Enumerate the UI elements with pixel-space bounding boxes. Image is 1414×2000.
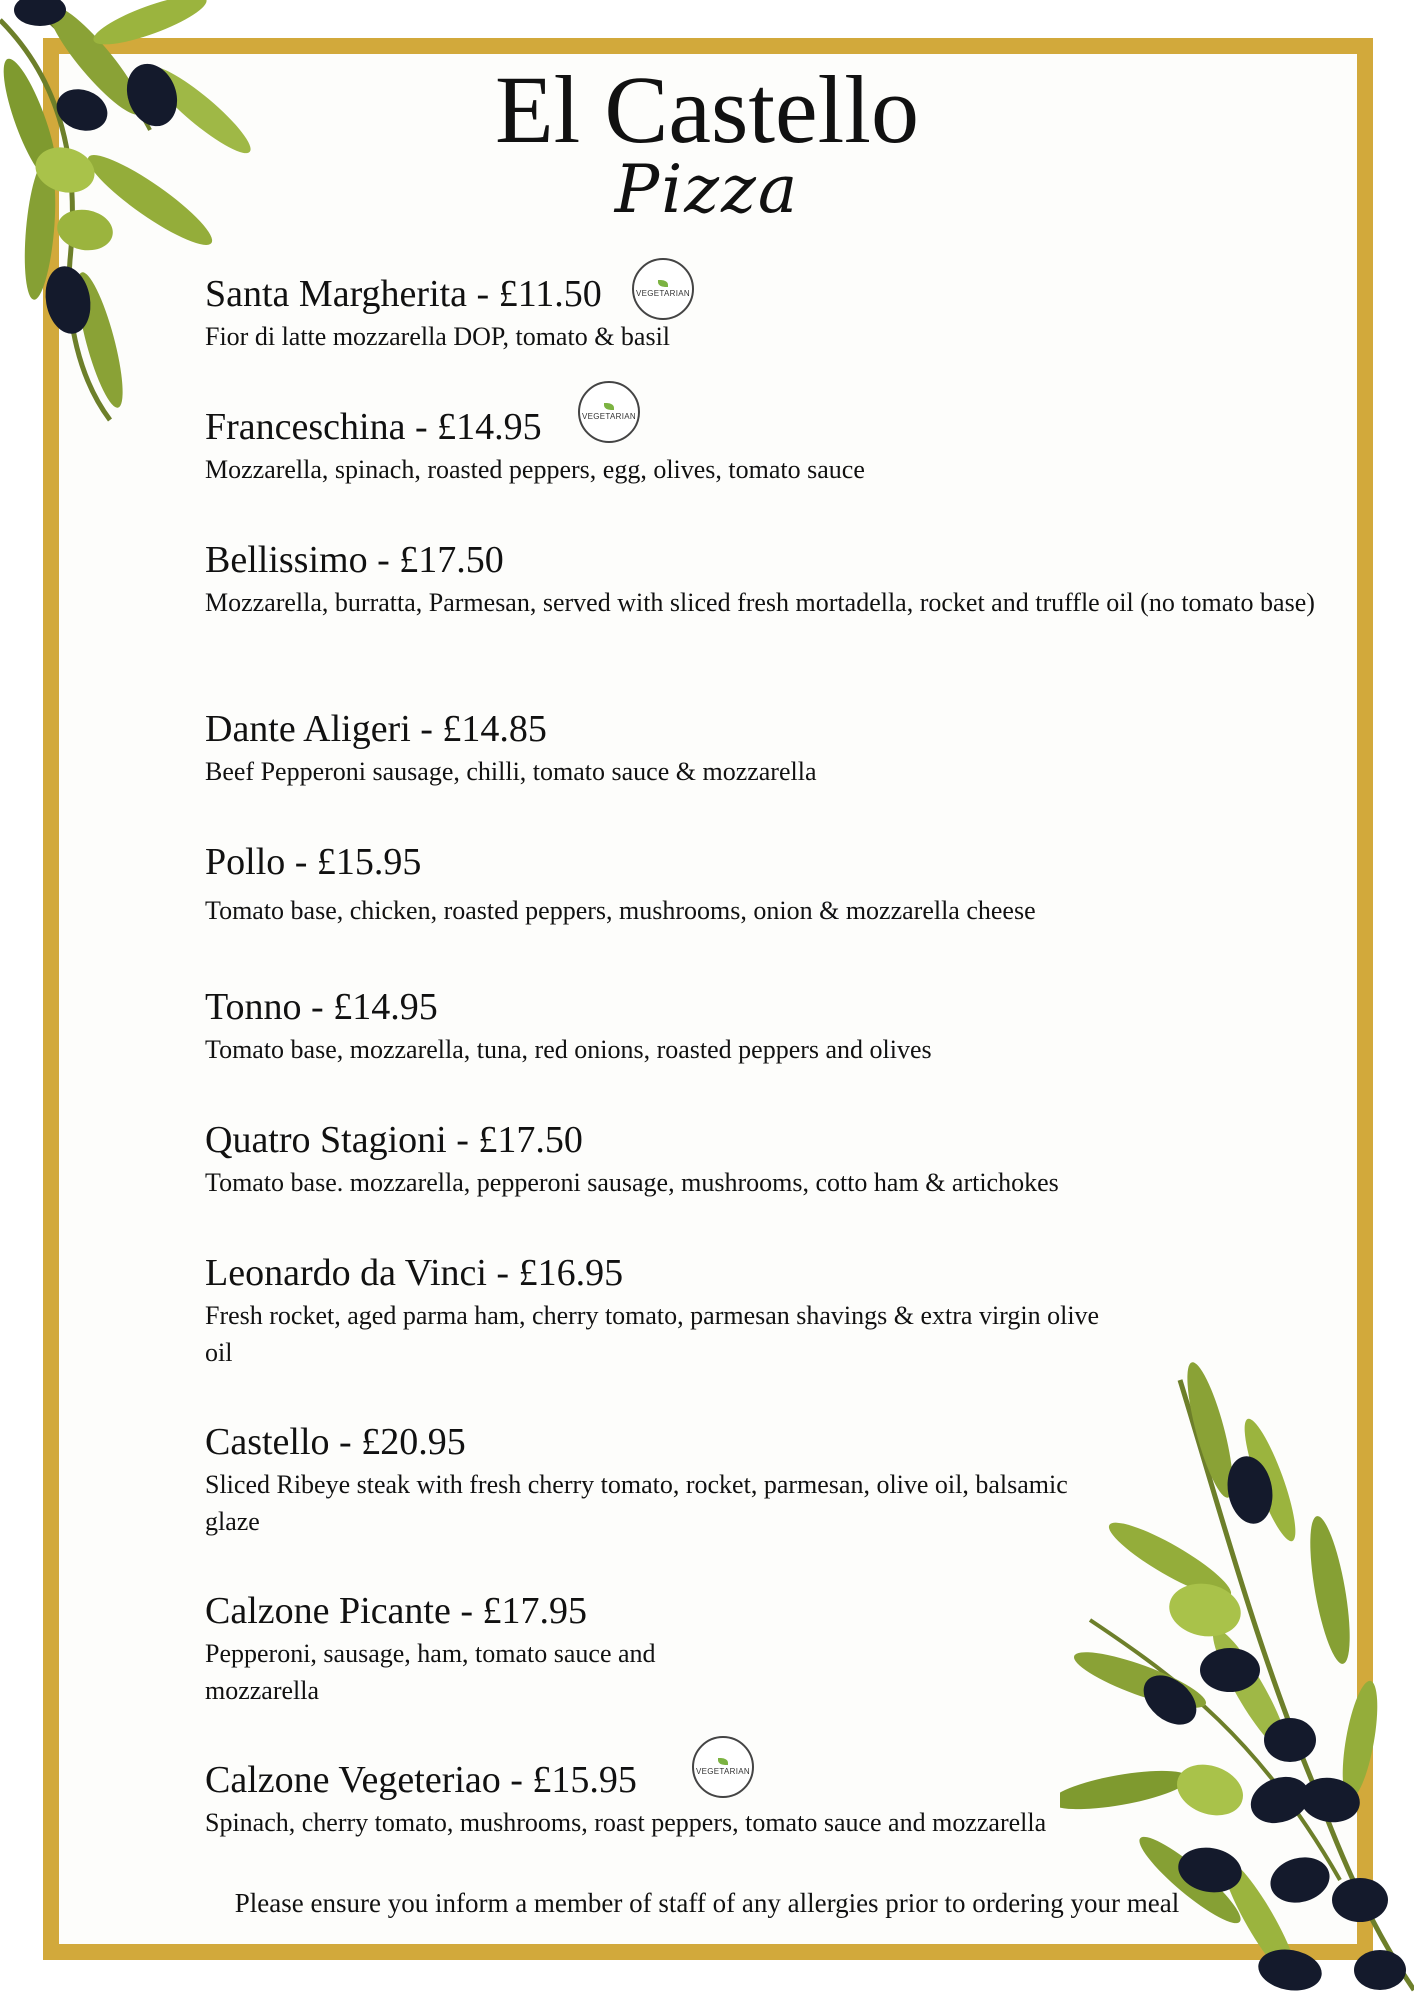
menu-item (205, 405, 1325, 488)
menu-item-title: Pollo - £15.95 (205, 841, 422, 883)
menu-item-title: Calzone Picante - £17.95 (205, 1590, 588, 1632)
restaurant-name: El Castello (495, 56, 919, 163)
menu-item-description: Spinach, cherry tomato, mushrooms, roast peppers, tomato sauce and mozzarella (205, 1808, 1047, 1837)
menu-item-title: Castello - £20.95 (205, 1421, 466, 1463)
menu-item (205, 1758, 1105, 1841)
menu-item (205, 1589, 775, 1709)
menu-item-description: Tomato base. mozzarella, pepperoni sausage, mushrooms, cotto ham & artichokes (205, 1168, 1059, 1197)
menu-item-title: Franceschina - £14.95 (205, 406, 542, 448)
menu-item-title: Leonardo da Vinci - £16.95 (205, 1252, 624, 1294)
menu-item-title: Santa Margherita - £11.50 (205, 273, 602, 315)
vegetarian-badge-icon: VEGETARIAN (692, 1736, 754, 1798)
menu-item-description: Sliced Ribeye steak with fresh cherry tomato, rocket, parmesan, olive oil, balsamic glaze (205, 1470, 1068, 1536)
menu-item-title: Calzone Vegeteriao - £15.95 (205, 1759, 637, 1801)
menu-item (205, 840, 1325, 929)
menu-item-description: Pepperoni, sausage, ham, tomato sauce and mozzarella (205, 1639, 656, 1705)
menu-item (205, 985, 1325, 1068)
menu-item-description: Tomato base, chicken, roasted peppers, mushrooms, onion & mozzarella cheese (205, 896, 1036, 925)
menu-section-title: Pizza (614, 151, 800, 228)
menu-item-description: Beef Pepperoni sausage, chilli, tomato sauce & mozzarella (205, 757, 817, 786)
menu-item-description: Mozzarella, spinach, roasted peppers, egg, olives, tomato sauce (205, 455, 865, 484)
vegetarian-badge-icon: VEGETARIAN (632, 258, 694, 320)
vegetarian-badge-icon: VEGETARIAN (578, 381, 640, 443)
menu-item-description: Mozzarella, burratta, Parmesan, served with sliced fresh mortadella, rocket and truffle oil (no tomato base) (205, 588, 1315, 617)
menu-item-description: Fior di latte mozzarella DOP, tomato & basil (205, 322, 671, 351)
menu-item-title: Quatro Stagioni - £17.50 (205, 1119, 583, 1161)
menu-item (205, 1118, 1325, 1201)
menu-item-description: Tomato base, mozzarella, tuna, red onions, roasted peppers and olives (205, 1035, 932, 1064)
menu-item-title: Bellissimo - £17.50 (205, 539, 504, 581)
menu-item (205, 707, 1325, 790)
menu-item (205, 1251, 1125, 1371)
menu-item-title: Tonno - £14.95 (205, 986, 438, 1028)
menu-item-description: Fresh rocket, aged parma ham, cherry tomato, parmesan shavings & extra virgin olive oil (205, 1301, 1100, 1367)
menu-item (205, 272, 1325, 355)
allergy-notice: Please ensure you inform a member of staff of any allergies prior to ordering your meal (234, 1888, 1180, 1918)
menu-item (205, 538, 1325, 621)
menu-item-title: Dante Aligeri - £14.85 (205, 708, 547, 750)
menu-item (205, 1420, 1125, 1540)
